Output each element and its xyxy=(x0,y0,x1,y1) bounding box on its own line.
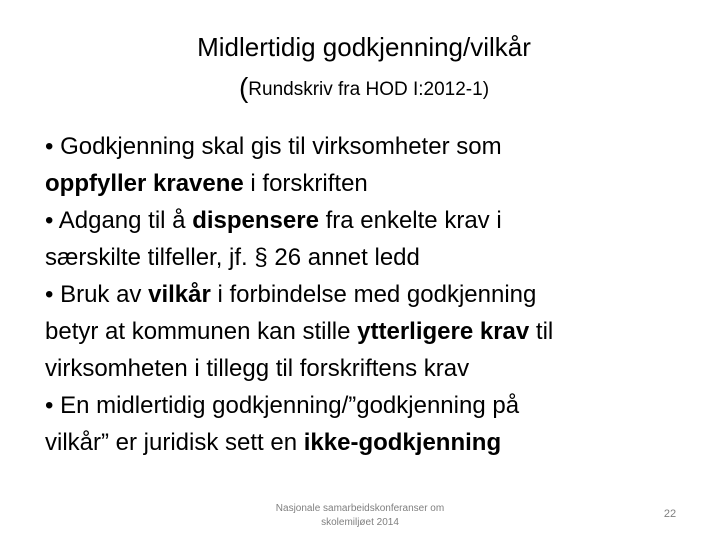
bullet-line xyxy=(45,387,675,424)
bullet-item xyxy=(45,387,675,461)
text-run: særskilte tilfeller, jf. § 26 annet ledd xyxy=(45,244,420,271)
bold-text: dispensere xyxy=(192,207,319,234)
bullet-line xyxy=(45,165,675,202)
text-run: • Adgang til å xyxy=(45,207,193,234)
bold-text: vilkår xyxy=(148,281,211,308)
footer xyxy=(250,502,470,530)
text-run: • Bruk av xyxy=(45,281,149,308)
slide-title: Midlertidig godkjenning/vilkår xyxy=(197,32,531,62)
bullet-item xyxy=(45,276,675,387)
bold-text: oppfyller kravene xyxy=(45,170,244,197)
text-run: fra enkelte krav i xyxy=(318,207,502,234)
bullet-item xyxy=(45,128,675,202)
text-run: vilkår” er juridisk sett en xyxy=(45,429,304,456)
bullet-line xyxy=(45,313,675,350)
text-run: • En midlertidig godkjenning/”godkjenning på xyxy=(45,392,520,419)
text-run: i forbindelse med godkjenning xyxy=(210,281,537,308)
bullet-line xyxy=(45,424,675,461)
page-number: 22 xyxy=(663,508,677,520)
bullet-line xyxy=(45,128,675,165)
bullet-item xyxy=(45,202,675,276)
footer-line-2: skolemiljøet 2014 xyxy=(321,517,399,528)
bullet-line xyxy=(45,202,675,239)
text-run: betyr at kommunen kan stille xyxy=(45,318,358,345)
footer-line-1: Nasjonale samarbeidskonferanser om xyxy=(275,503,445,514)
bullet-line xyxy=(45,276,675,313)
bold-text: ikke-godkjenning xyxy=(303,429,502,456)
subtitle-paren: ( xyxy=(238,72,249,103)
slide-subtitle xyxy=(0,72,720,107)
subtitle-text: Rundskriv fra HOD I:2012-1) xyxy=(248,79,490,100)
text-run: i forskriften xyxy=(243,170,368,197)
bullet-list xyxy=(45,128,675,461)
text-run: • Godkjenning skal gis til virksomheter som xyxy=(45,133,502,160)
bullet-line xyxy=(45,239,675,276)
text-run: virksomheten i tillegg til forskriftens krav xyxy=(45,355,470,382)
bold-text: ytterligere krav xyxy=(357,318,530,345)
text-run: til xyxy=(529,318,554,345)
bullet-line xyxy=(45,350,675,387)
